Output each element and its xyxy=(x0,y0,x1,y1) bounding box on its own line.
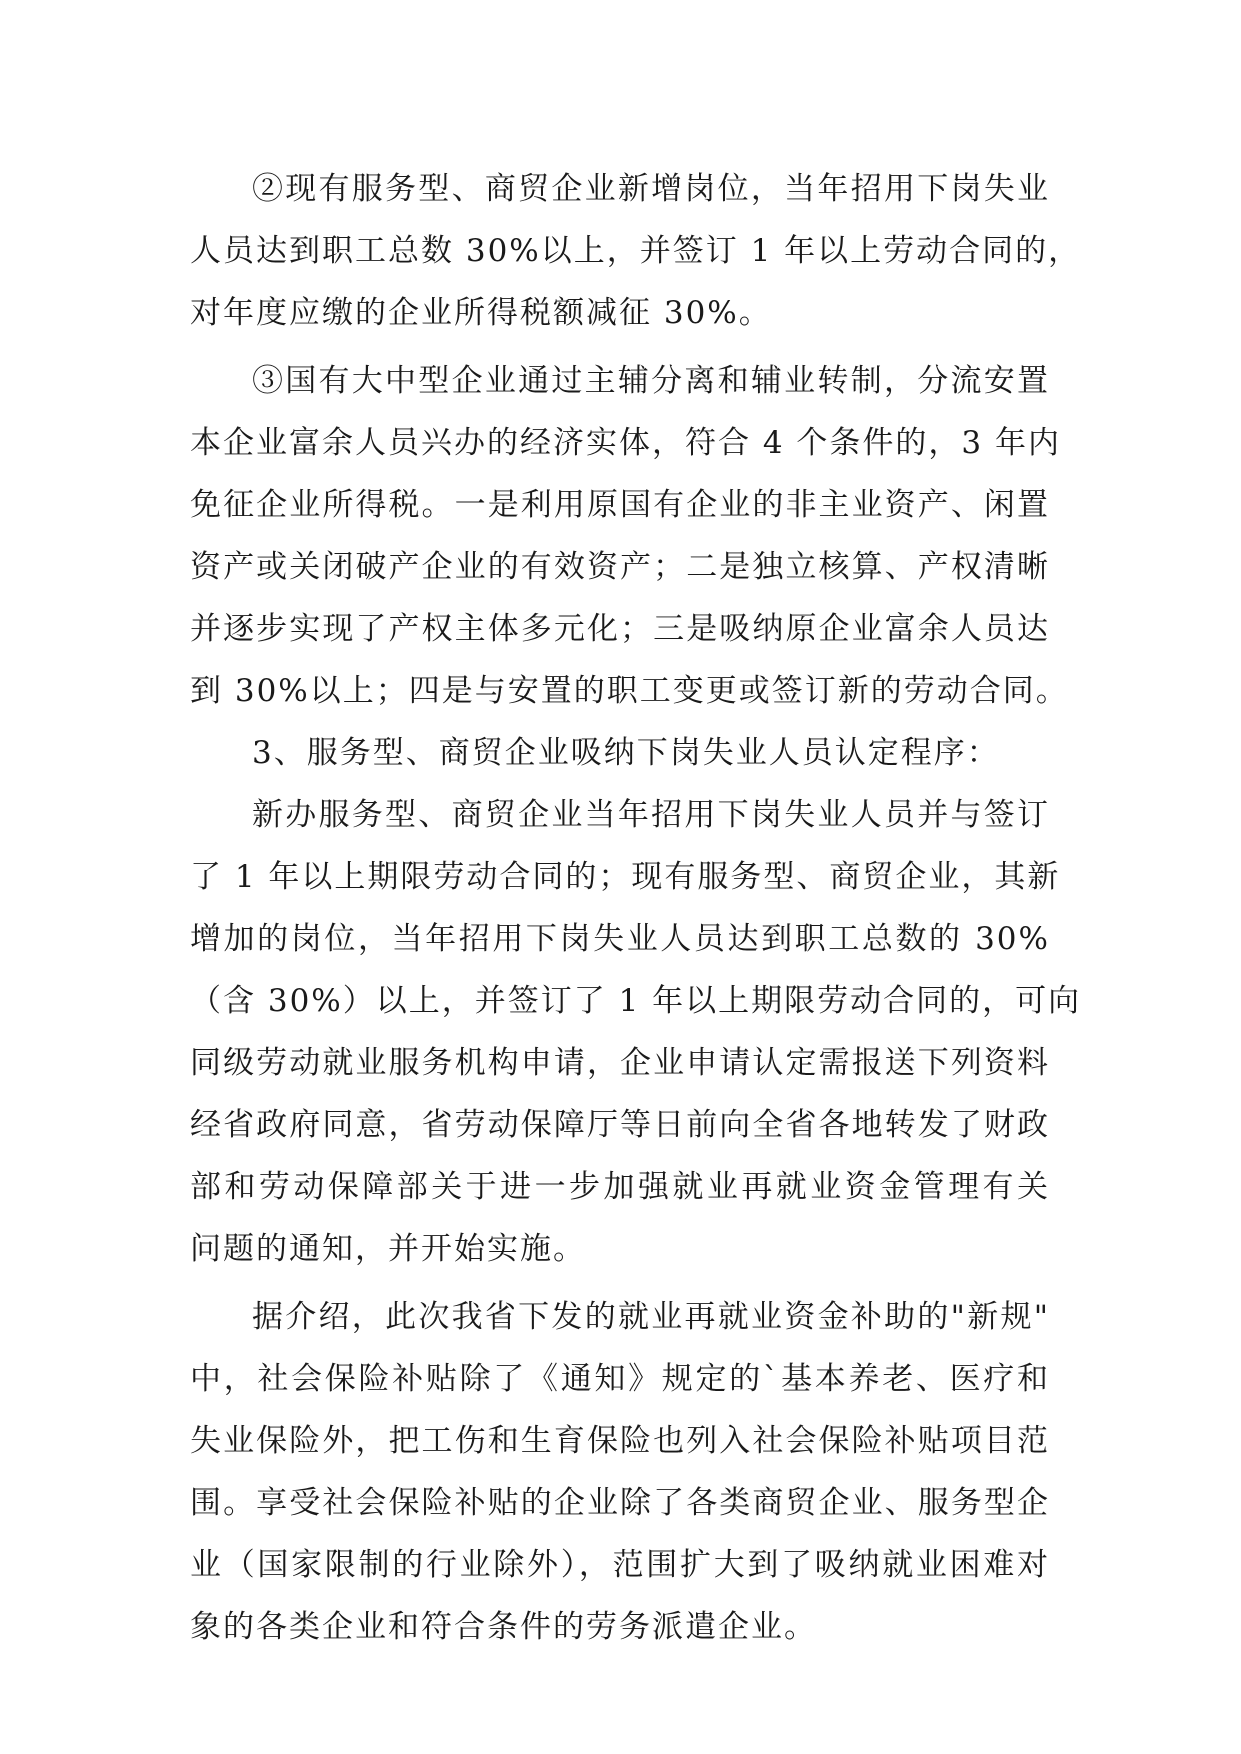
text-line: 3、服务型、商贸企业吸纳下岗失业人员认定程序： xyxy=(252,735,1000,771)
paragraph xyxy=(190,158,1082,344)
text-line: 免征企业所得税。一是利用原国有企业的非主业资产、闲置 xyxy=(190,487,1050,523)
text-line: 对年度应缴的企业所得税额减征 30%。 xyxy=(190,295,772,331)
paragraph xyxy=(190,1286,1050,1658)
text-line: （含 30%）以上，并签订了 1 年以上期限劳动合同的，可向 xyxy=(190,983,1082,1019)
text-line: 了 1 年以上期限劳动合同的；现有服务型、商贸企业，其新 xyxy=(190,859,1061,895)
paragraph xyxy=(190,350,1069,722)
text-line: 中，社会保险补贴除了《通知》规定的`基本养老、医疗和 xyxy=(190,1361,1050,1397)
paragraph xyxy=(190,784,1082,1280)
text-line: 经省政府同意，省劳动保障厅等日前向全省各地转发了财政 xyxy=(190,1107,1050,1143)
text-line: 部和劳动保障部关于进一步加强就业再就业资金管理有关 xyxy=(190,1169,1050,1205)
text-line: 增加的岗位，当年招用下岗失业人员达到职工总数的 30% xyxy=(190,921,1050,957)
text-line: 人员达到职工总数 30%以上，并签订 1 年以上劳动合同的， xyxy=(190,233,1082,269)
text-line: ③国有大中型企业通过主辅分离和辅业转制，分流安置 xyxy=(252,363,1050,399)
text-line: 新办服务型、商贸企业当年招用下岗失业人员并与签订 xyxy=(252,797,1050,833)
text-line: 据介绍，此次我省下发的就业再就业资金补助的"新规" xyxy=(252,1299,1050,1335)
text-line: 失业保险外，把工伤和生育保险也列入社会保险补贴项目范 xyxy=(190,1423,1050,1459)
text-line: 围。享受社会保险补贴的企业除了各类商贸企业、服务型企 xyxy=(190,1485,1050,1521)
text-line: 同级劳动就业服务机构申请，企业申请认定需报送下列资料 xyxy=(190,1045,1050,1081)
text-line: 本企业富余人员兴办的经济实体，符合 4 个条件的，3 年内 xyxy=(190,425,1062,461)
text-line: 并逐步实现了产权主体多元化；三是吸纳原企业富余人员达 xyxy=(190,611,1050,647)
paragraph xyxy=(190,722,1050,784)
text-line: 业（国家限制的行业除外），范围扩大到了吸纳就业困难对 xyxy=(190,1547,1050,1583)
document-body xyxy=(190,158,1082,1658)
text-line: 问题的通知，并开始实施。 xyxy=(190,1231,586,1267)
text-line: 到 30%以上；四是与安置的职工变更或签订新的劳动合同。 xyxy=(190,673,1069,709)
text-line: 资产或关闭破产企业的有效资产；二是独立核算、产权清晰 xyxy=(190,549,1050,585)
text-line: 象的各类企业和符合条件的劳务派遣企业。 xyxy=(190,1609,817,1645)
text-line: ②现有服务型、商贸企业新增岗位，当年招用下岗失业 xyxy=(252,171,1050,207)
